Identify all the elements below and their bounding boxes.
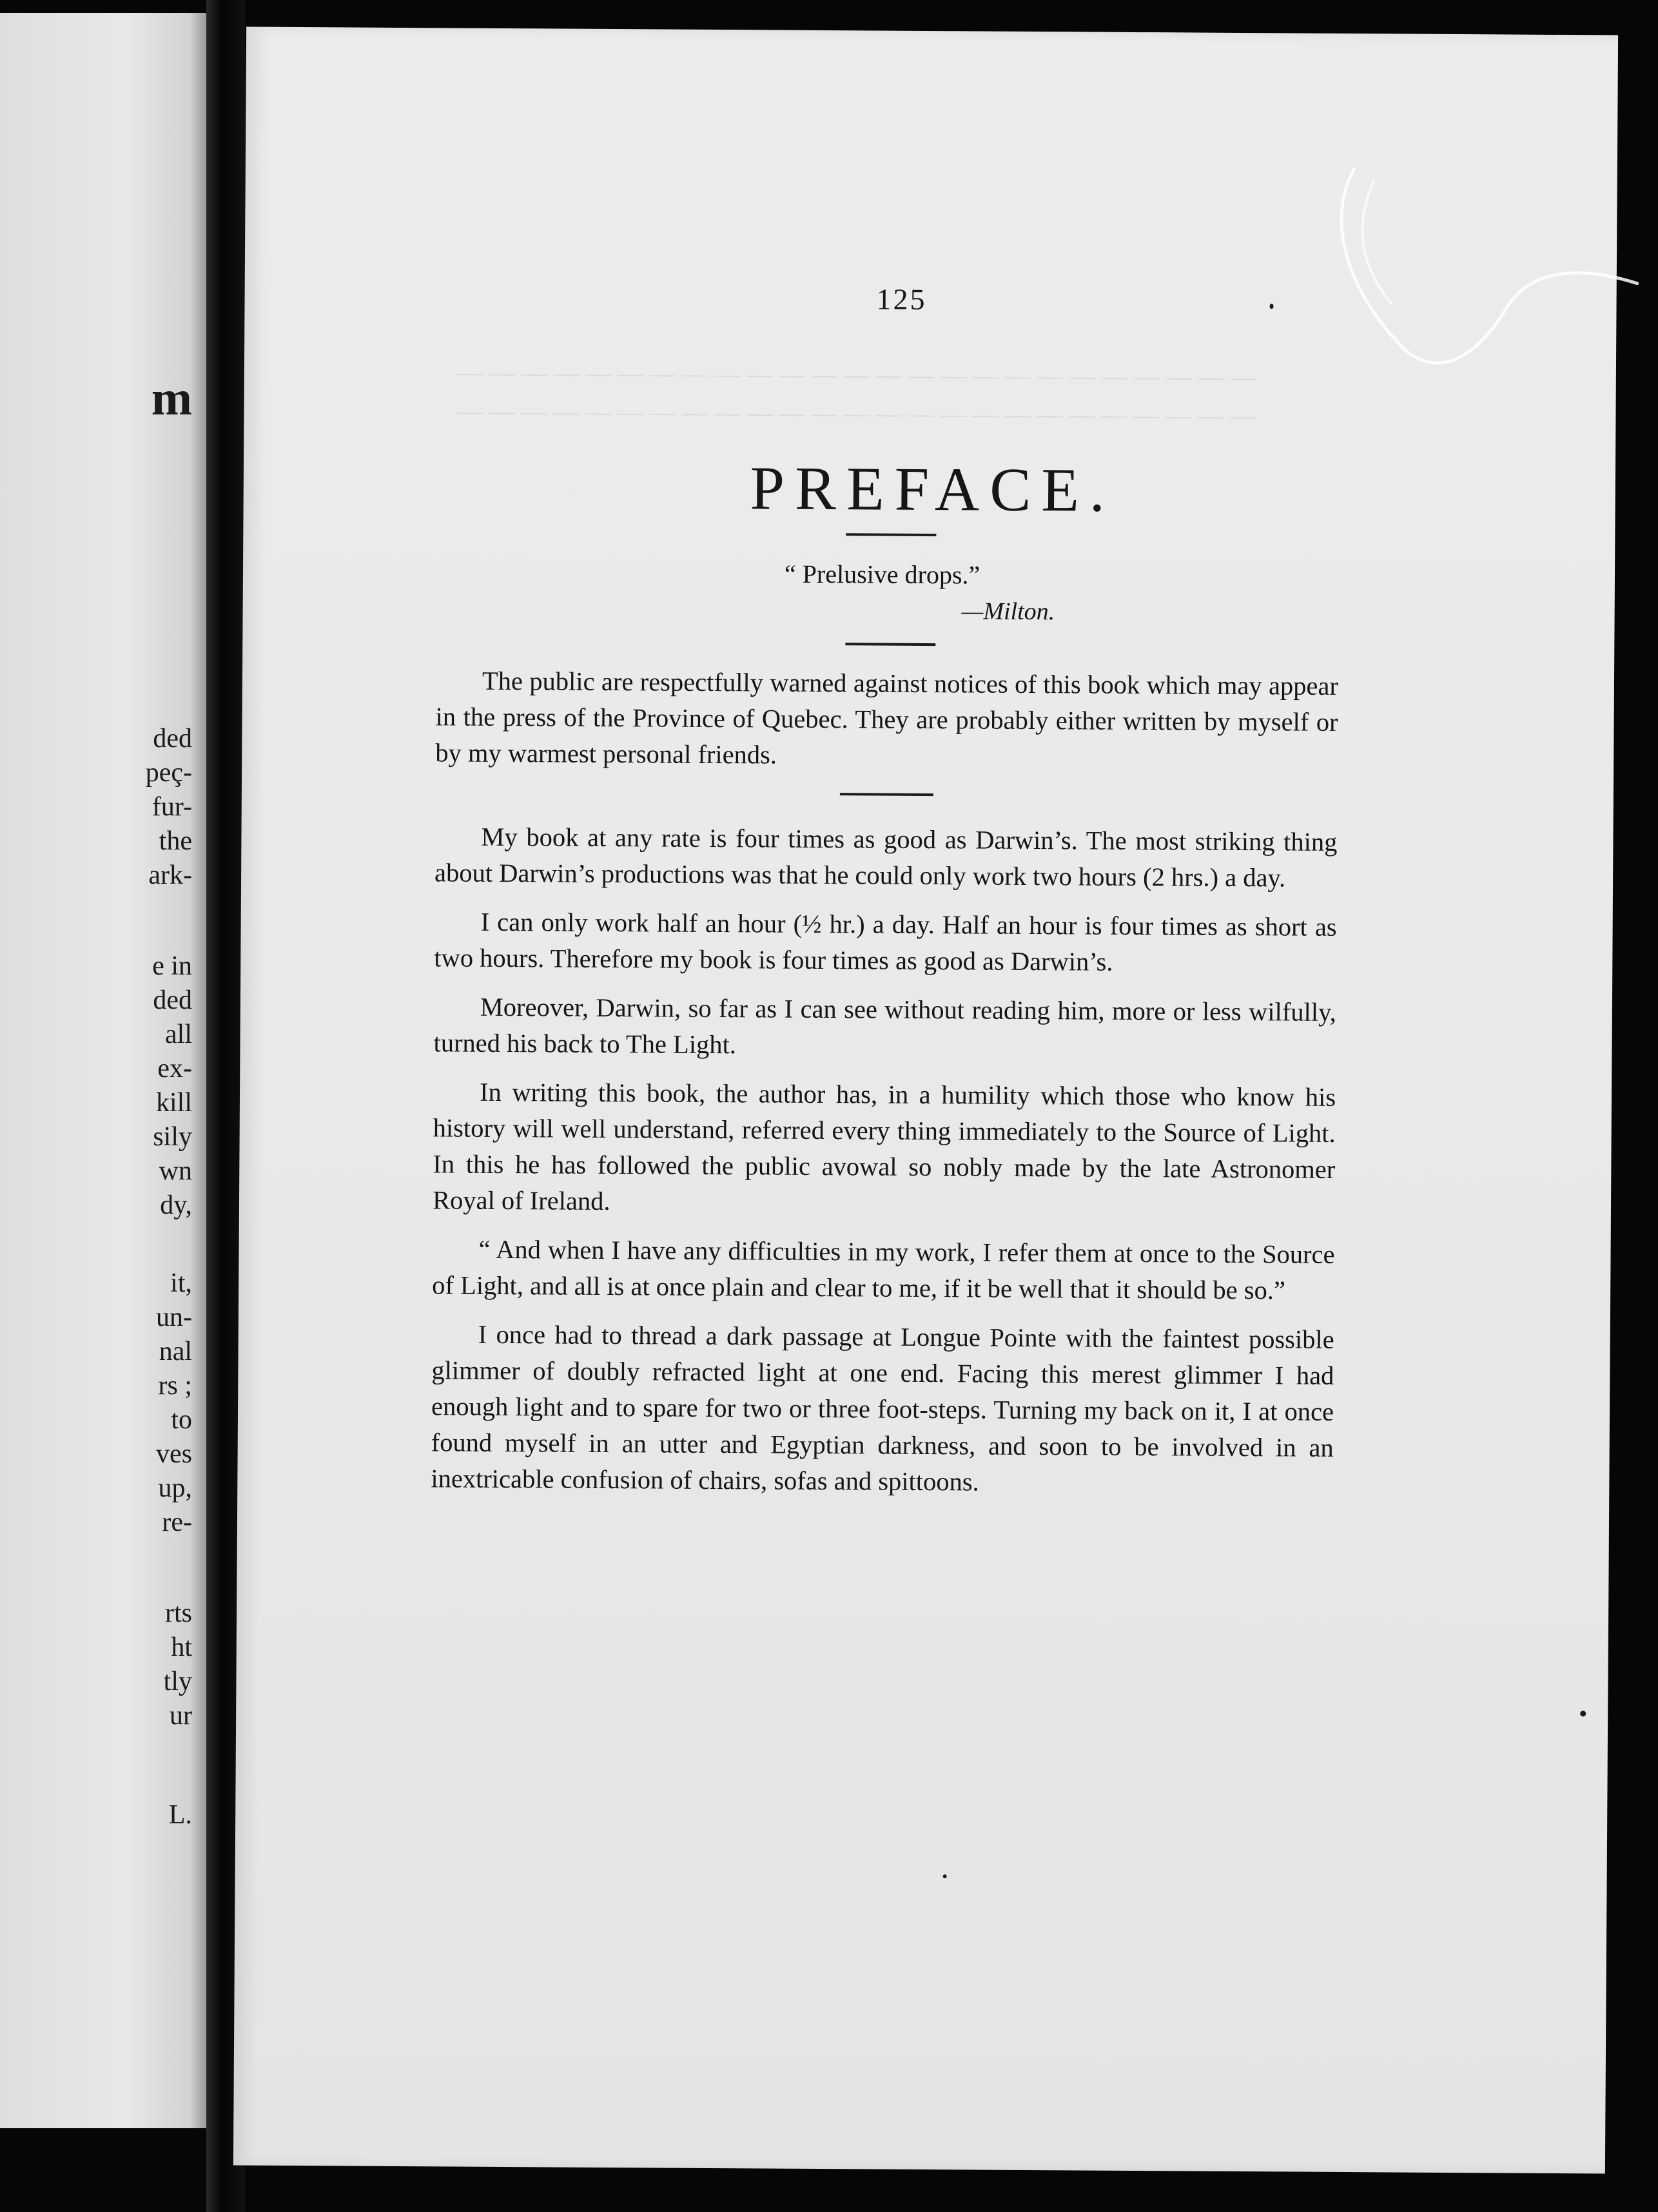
left-fragment: ded <box>153 724 192 753</box>
left-fragment: ex- <box>157 1054 192 1083</box>
left-fragment: peç- <box>145 758 192 788</box>
ink-speck <box>943 1874 947 1878</box>
left-fragment: L. <box>168 1800 192 1830</box>
left-fragment: e in <box>152 951 192 981</box>
section-separator <box>839 793 933 796</box>
left-fragment: ves <box>156 1439 192 1469</box>
left-fragment: ded <box>153 985 192 1015</box>
paragraph: My book at any rate is four times as good as Darwin’s. The most striking thing about Darwin’s productions was that he could only work two hours (2 hrs.) a day. <box>434 822 1338 893</box>
left-fragment: tly <box>163 1667 192 1696</box>
paragraph: “ And when I have any difficulties in my work, I refer them at once to the Source of Light, and all is at once plain and clear to me, if it be well that it should be so.” <box>432 1234 1335 1305</box>
paragraph: I can only work half an hour (½ hr.) a day. Half an hour is four times as short as two hours. Therefore my book is four times as good as Darwin’s. <box>434 907 1337 976</box>
title-rule <box>846 533 936 536</box>
left-fragment: the <box>159 826 192 856</box>
left-fragment: un- <box>156 1303 192 1332</box>
left-fragment: up, <box>158 1473 192 1503</box>
show-through-text: — — — — — — — — — — — — — — — — — — — — — — — — — <box>456 396 1256 431</box>
preface-page <box>233 27 1618 2174</box>
left-fragment: kill <box>155 1088 192 1118</box>
show-through-text: — — — — — — — — — — — — — — — — — — — — — — — — — <box>456 357 1257 392</box>
paragraph: I once had to thread a dark passage at Longue Pointe with the faintest possible glimmer of doubly refracted light at one end. Facing this merest glimmer I had enough light and to spare for two or three foot-steps. Turning my back on it, I at once found myself in an utter and Egyptian darkness, and soon to be involved in an inextricable confusion of chairs, sofas and spittoons. <box>431 1319 1334 1497</box>
left-fragment: rts <box>165 1598 192 1628</box>
left-fragment: rs ; <box>158 1371 192 1401</box>
paragraph: The public are respectfully warned against notices of this book which may appear in the press of the Province of Quebec. They are probably either written by myself or by my warmest personal friends. <box>435 666 1339 770</box>
left-fragment: ht <box>171 1633 192 1662</box>
left-fragment: ark- <box>148 860 192 890</box>
paragraph: Moreover, Darwin, so far as I can see without reading him, more or less wilfully, turned his back to The Light. <box>433 992 1336 1060</box>
left-fragment: to <box>171 1405 192 1435</box>
pencil-mark <box>1314 156 1651 390</box>
left-fragment: all <box>165 1020 192 1049</box>
epigraph: “ Prelusive drops.” <box>784 559 980 590</box>
left-fragment: sily <box>153 1122 192 1152</box>
left-fragment: wn <box>159 1156 192 1186</box>
previous-page-fragment <box>0 13 206 2128</box>
left-fragment: dy, <box>160 1190 192 1220</box>
left-fragment: m <box>151 371 192 425</box>
left-fragment: fur- <box>151 792 192 822</box>
preface-body <box>431 663 1338 1515</box>
epigraph-rule <box>845 643 935 646</box>
left-fragment: it, <box>170 1268 192 1298</box>
left-fragment: ur <box>170 1701 192 1731</box>
page-title: PREFACE. <box>750 453 1116 525</box>
left-fragment: re- <box>162 1508 192 1537</box>
ink-speck <box>1580 1711 1586 1716</box>
epigraph-attribution: —Milton. <box>961 597 1055 626</box>
left-fragment: nal <box>159 1337 192 1366</box>
page-number: 125 <box>876 282 927 316</box>
paragraph: In writing this book, the author has, in a humility which those who know his history will well understand, referred every thing immediately to the Source of Light. In this he has followed the public avowal so nobly made by the late Astronomer Royal of Ireland. <box>432 1077 1336 1216</box>
ink-speck <box>1270 304 1274 309</box>
